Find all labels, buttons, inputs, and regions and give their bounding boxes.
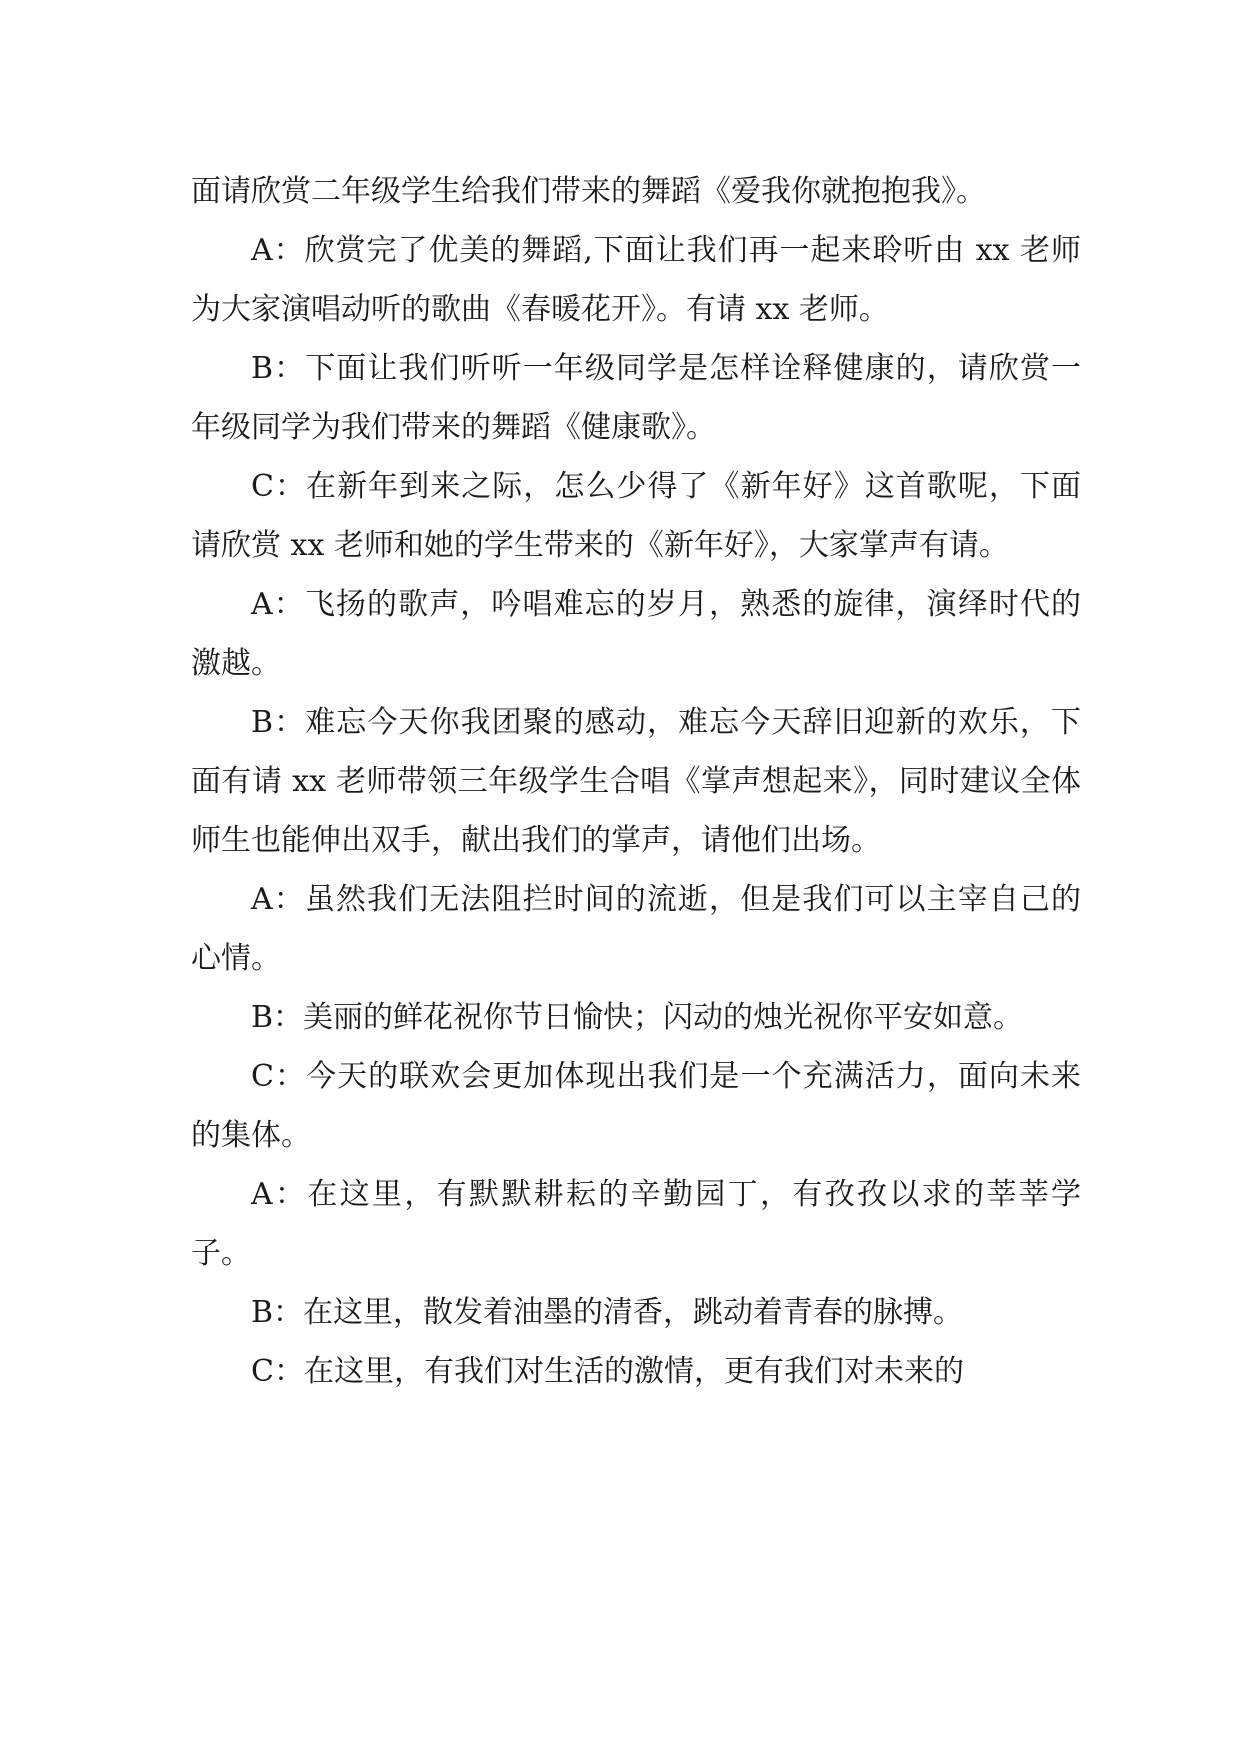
- paragraph-7: A：虽然我们无法阻拦时间的流逝，但是我们可以主宰自己的心情。: [191, 882, 1081, 976]
- paragraph-4: C：在新年到来之际，怎么少得了《新年好》这首歌呢，下面请欣赏 xx 老师和她的学生带来的《新年好》，大家掌声有请。: [191, 469, 1081, 563]
- paragraph-6: B：难忘今天你我团聚的感动，难忘今天辞旧迎新的欢乐，下面有请 xx 老师带领三年级学生合唱《掌声想起来》，同时建议全体师生也能伸出双手，献出我们的掌声，请他们出场。: [191, 705, 1081, 858]
- paragraph-8: B：美丽的鲜花祝你节日愉快；闪动的烛光祝你平安如意。: [251, 1000, 1024, 1035]
- paragraph-5: A：飞扬的歌声，吟唱难忘的岁月，熟悉的旋律，演绎时代的激越。: [191, 587, 1081, 681]
- paragraph-1: 面请欣赏二年级学生给我们带来的舞蹈《爱我你就抱抱我》。: [191, 174, 986, 209]
- document-body: [191, 162, 1081, 1401]
- paragraph-9: C：今天的联欢会更加体现出我们是一个充满活力，面向未来的集体。: [191, 1059, 1081, 1153]
- paragraph-3: B：下面让我们听听一年级同学是怎样诠释健康的，请欣赏一年级同学为我们带来的舞蹈《健康歌》。: [191, 351, 1081, 445]
- paragraph-2: A：欣赏完了优美的舞蹈,下面让我们再一起来聆听由 xx 老师为大家演唱动听的歌曲《春暖花开》。有请 xx 老师。: [191, 233, 1081, 327]
- paragraph-10: A：在这里，有默默耕耘的辛勤园丁，有孜孜以求的莘莘学子。: [191, 1177, 1081, 1271]
- paragraph-11: B：在这里，散发着油墨的清香，跳动着青春的脉搏。: [251, 1295, 964, 1330]
- paragraph-12: C：在这里，有我们对生活的激情，更有我们对未来的: [251, 1354, 964, 1389]
